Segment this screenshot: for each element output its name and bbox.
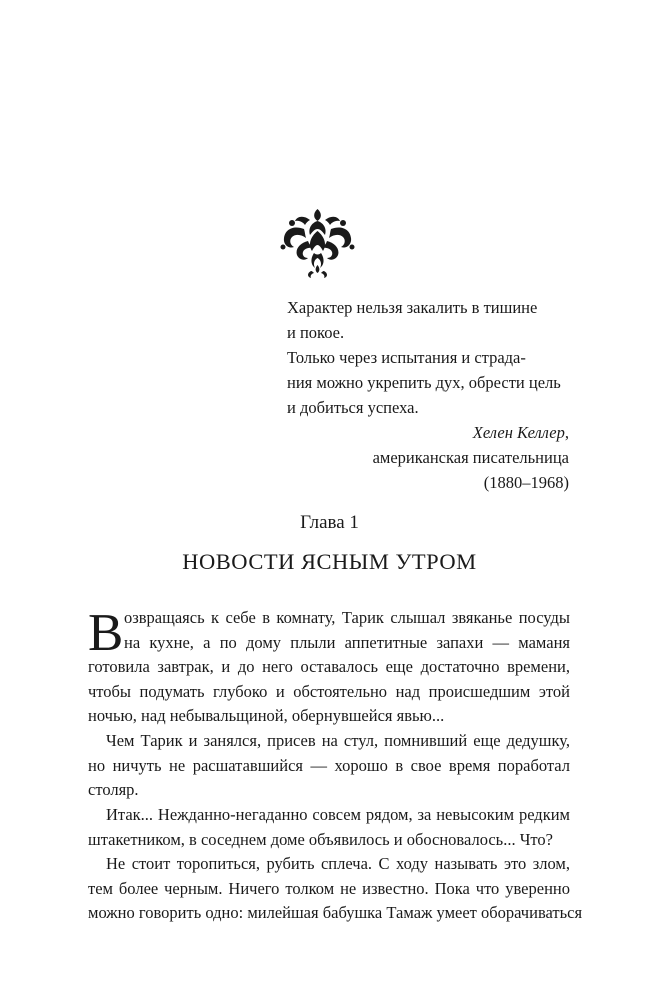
epigraph-author — [287, 420, 569, 445]
text-line: Итак... Нежданно-негаданно совсем рядом, за невысоким редким — [106, 805, 570, 824]
text-line: но ничуть не расшатавшийся — хорошо в свое время поработал — [88, 755, 570, 775]
text-line: штакетником, в соседнем доме объявилось и обосновалось... Что? — [88, 829, 553, 849]
author-suffix: , — [564, 423, 569, 442]
text-line: озвращаясь к себе в комнату, Тарик слышал звяканье посуды — [124, 608, 570, 627]
text-line: столяр. — [88, 780, 139, 800]
paragraph-2 — [88, 729, 570, 803]
chapter-number: Глава 1 — [300, 512, 359, 533]
text-line: ночью, над небывальщиной, обернувшейся явью... — [88, 706, 445, 726]
chapter-title: НОВОСТИ ЯСНЫМ УТРОМ — [182, 549, 477, 574]
text-line: Не стоит торопиться, рубить сплеча. С ходу называть это злом, — [106, 854, 570, 873]
text-line: можно говорить одно: милейшая бабушка Тамаж умеет оборачиваться — [88, 903, 583, 923]
text-line: тем более черным. Ничего толком не известно. Пока что уверенно — [88, 878, 570, 898]
text-line: готовила завтрак, и до него оставалось еще достаточно времени, — [88, 657, 570, 677]
paragraph-3 — [88, 803, 570, 852]
text-line: Чем Тарик и занялся, присев на стул, помнивший еще дедушку, — [106, 731, 570, 750]
epigraph-line: Только через испытания и страда- — [287, 348, 526, 367]
epigraph-line: ния можно укрепить дух, обрести цель — [287, 373, 561, 392]
epigraph-line: и покое. — [287, 323, 345, 342]
epigraph-line: Характер нельзя закалить в тишине — [287, 298, 538, 317]
paragraph-1 — [88, 606, 570, 729]
epigraph-line: и добиться успеха. — [287, 398, 419, 417]
text-line: чтобы подумать глубоко и обстоятельно над происшедшим этой — [88, 681, 570, 701]
drop-cap: В — [88, 604, 124, 662]
paragraph-4 — [88, 852, 583, 926]
author-name: Хелен Келлер — [472, 423, 565, 442]
text-line: на кухне, а по дому плыли аппетитные запахи — маманя — [124, 632, 570, 652]
epigraph-author-years: (1880–1968) — [483, 473, 569, 492]
floral-ornament-icon — [280, 207, 355, 279]
epigraph-author-description: американская писательница — [372, 448, 569, 467]
epigraph — [287, 295, 569, 495]
